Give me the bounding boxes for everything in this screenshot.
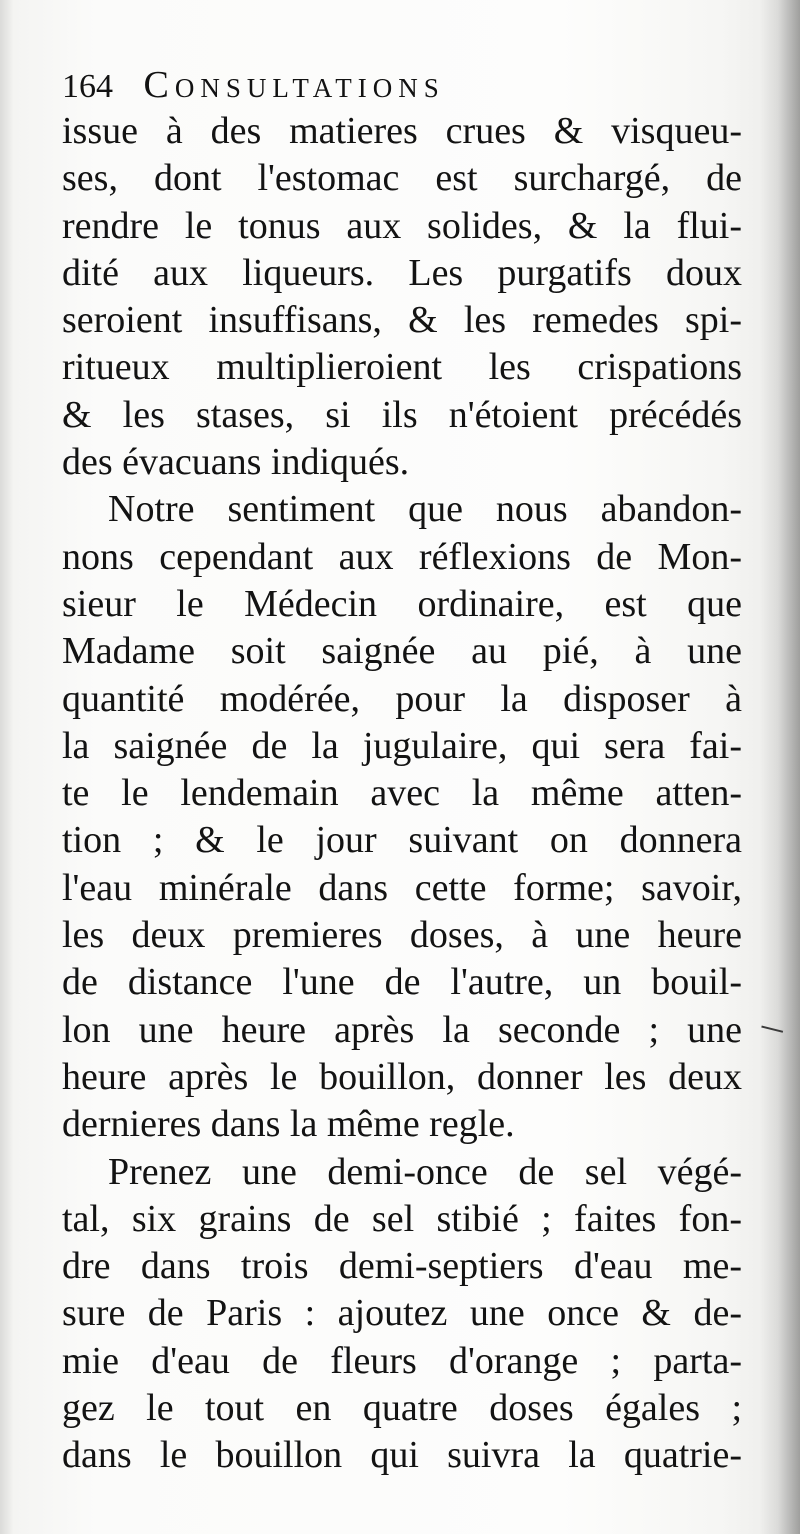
text-line: ses, dont l'estomac est surchargé, de: [62, 157, 742, 200]
text-line: sure de Paris : ajoutez une once & de-: [62, 1292, 742, 1335]
text-line: heure après le bouillon, donner les deux: [62, 1055, 742, 1098]
text-line: Notre sentiment que nous abandon-: [108, 488, 742, 531]
text-line: dernieres dans la même regle.: [62, 1103, 515, 1146]
text-line: Madame soit saignée au pié, à une: [62, 630, 742, 673]
text-line: dre dans trois demi-septiers d'eau me-: [62, 1245, 742, 1288]
text-line: l'eau minérale dans cette forme; savoir,: [62, 866, 742, 909]
running-head: [62, 60, 742, 110]
text-line: te le lendemain avec la même atten-: [62, 772, 742, 815]
text-line: sieur le Médecin ordinaire, est que: [62, 582, 742, 625]
running-title: Consultations: [143, 64, 445, 106]
page-shadow-right: [760, 0, 800, 1534]
text-line: dans le bouillon qui suivra la quatrie-: [62, 1434, 742, 1477]
text-line: rendre le tonus aux solides, & la flui-: [62, 204, 742, 247]
text-line: ritueux multiplieroient les crispations: [62, 346, 742, 389]
text-line: Prenez une demi-once de sel végé-: [108, 1150, 742, 1193]
text-line: tal, six grains de sel stibié ; faites fon-: [62, 1197, 742, 1240]
page-shadow-left: [0, 0, 14, 1534]
text-line: seroient insuffisans, & les remedes spi-: [62, 299, 742, 342]
text-line: gez le tout en quatre doses égales ;: [62, 1387, 742, 1430]
text-line: lon une heure après la seconde ; une: [62, 1008, 742, 1051]
text-line: dité aux liqueurs. Les purgatifs doux: [62, 251, 742, 294]
text-line: nons cependant aux réflexions de Mon-: [62, 535, 742, 578]
text-line: des évacuans indiqués.: [62, 441, 410, 484]
body-text: [62, 108, 742, 1480]
text-line: la saignée de la jugulaire, qui sera fai-: [62, 724, 742, 767]
text-line: les deux premieres doses, à une heure: [62, 914, 742, 957]
text-line: & les stases, si ils n'étoient précédés: [62, 393, 742, 436]
text-line: tion ; & le jour suivant on donnera: [62, 819, 742, 862]
text-line: de distance l'une de l'autre, un bouil-: [62, 961, 742, 1004]
page-number: 164: [62, 68, 113, 105]
text-line: quantité modérée, pour la disposer à: [62, 677, 742, 720]
text-line: mie d'eau de fleurs d'orange ; parta-: [62, 1339, 742, 1382]
text-line: issue à des matieres crues & visqueu-: [62, 110, 742, 152]
